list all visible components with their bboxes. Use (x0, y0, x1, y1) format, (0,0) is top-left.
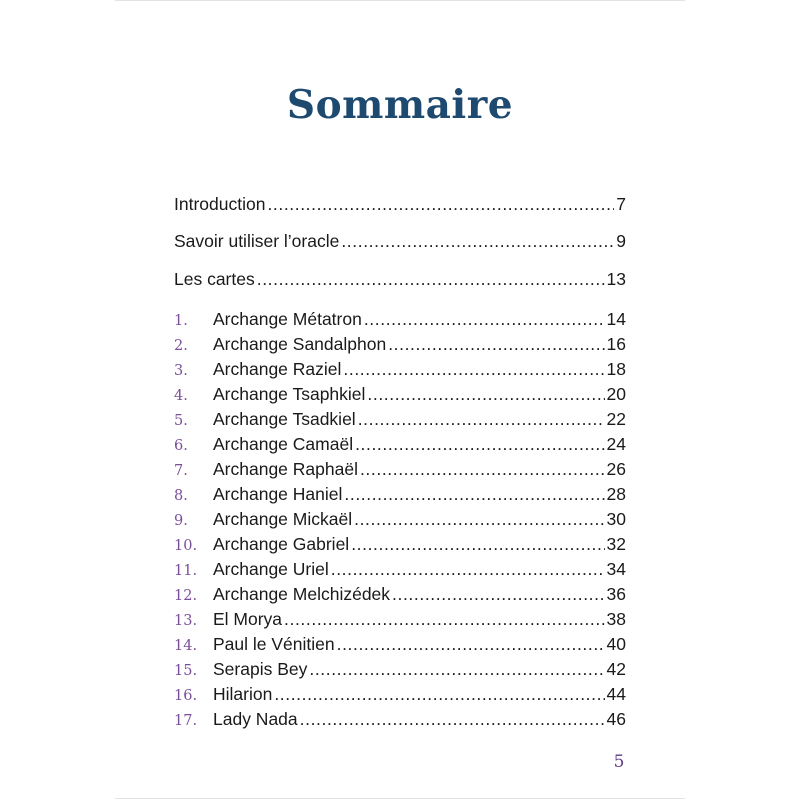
card-label: Paul le Vénitien (213, 634, 335, 654)
card-label: Archange Melchizédek (213, 584, 391, 604)
toc-card-entry[interactable] (174, 334, 626, 359)
card-page: 16 (606, 334, 626, 354)
card-label: Archange Tsadkiel (213, 409, 356, 429)
dot-leader (364, 309, 605, 330)
card-number: 13. (174, 613, 198, 629)
card-number: 14. (174, 638, 198, 654)
card-number: 6. (174, 438, 188, 454)
dot-leader (388, 334, 604, 355)
toc-card-entry[interactable] (174, 659, 626, 684)
toc-card-entry[interactable] (174, 384, 626, 409)
card-number: 9. (174, 513, 188, 529)
dot-leader (337, 634, 605, 655)
card-page: 38 (606, 609, 626, 629)
toc-card-entry[interactable] (174, 684, 626, 709)
card-label: Archange Métatron (213, 309, 362, 329)
card-page: 36 (606, 584, 626, 604)
dot-leader (331, 559, 605, 580)
card-number: 1. (174, 313, 188, 329)
dot-leader (274, 684, 604, 705)
card-label: Archange Camaël (213, 434, 354, 454)
toc-card-entry[interactable] (174, 309, 626, 334)
toc-card-entry[interactable] (174, 534, 626, 559)
card-number: 15. (174, 663, 198, 679)
toc-entry-label: Introduction (174, 194, 266, 214)
dot-leader (300, 709, 605, 730)
toc-entry-label: Savoir utiliser l’oracle (174, 231, 340, 251)
toc-entry-page: 7 (616, 194, 626, 214)
toc-entry-savoir-utiliser[interactable] (174, 231, 626, 256)
card-page: 22 (606, 409, 626, 429)
card-page: 26 (606, 459, 626, 479)
card-page: 24 (606, 434, 626, 454)
dot-leader (309, 659, 604, 680)
dot-leader (344, 484, 604, 505)
card-label: Archange Raziel (213, 359, 342, 379)
card-number: 2. (174, 338, 188, 354)
card-label: Archange Raphaël (213, 459, 358, 479)
card-number: 17. (174, 713, 198, 729)
card-label: Hilarion (213, 684, 273, 704)
card-page: 14 (606, 309, 626, 329)
card-number: 3. (174, 363, 188, 379)
toc-card-entry[interactable] (174, 709, 626, 734)
card-page: 20 (606, 384, 626, 404)
dot-leader (354, 509, 604, 530)
card-number: 10. (174, 538, 198, 554)
card-number: 4. (174, 388, 188, 404)
card-label: Archange Tsaphkiel (213, 384, 366, 404)
card-page: 30 (606, 509, 626, 529)
toc-card-entry[interactable] (174, 409, 626, 434)
dot-leader (257, 269, 605, 290)
card-label: Archange Gabriel (213, 534, 350, 554)
toc-card-entry[interactable] (174, 359, 626, 384)
card-page: 42 (606, 659, 626, 679)
dot-leader (343, 359, 604, 380)
dot-leader (351, 534, 604, 555)
card-page: 44 (606, 684, 626, 704)
toc-card-entry[interactable] (174, 484, 626, 509)
card-number: 11. (174, 563, 198, 579)
dot-leader (341, 231, 614, 252)
toc-entry-page: 9 (616, 231, 626, 251)
dot-leader (367, 384, 604, 405)
card-page: 32 (606, 534, 626, 554)
card-page: 18 (606, 359, 626, 379)
card-label: Serapis Bey (213, 659, 308, 679)
toc-card-entry[interactable] (174, 434, 626, 459)
page-edge-bottom (115, 798, 685, 799)
page-title: Sommaire (286, 82, 514, 128)
card-number: 7. (174, 463, 188, 479)
toc-card-entry[interactable] (174, 609, 626, 634)
card-number: 8. (174, 488, 188, 504)
toc-card-entry[interactable] (174, 459, 626, 484)
card-number: 5. (174, 413, 188, 429)
card-label: Archange Sandalphon (213, 334, 387, 354)
dot-leader (267, 194, 614, 215)
toc-entry-introduction[interactable] (174, 194, 626, 219)
card-label: Archange Haniel (213, 484, 343, 504)
dot-leader (392, 584, 604, 605)
card-number: 16. (174, 688, 198, 704)
card-page: 46 (606, 709, 626, 729)
card-label: Archange Uriel (213, 559, 329, 579)
card-number: 12. (174, 588, 198, 604)
card-page: 28 (606, 484, 626, 504)
toc-entry-les-cartes[interactable] (174, 269, 626, 294)
toc-card-entry[interactable] (174, 584, 626, 609)
dot-leader (360, 459, 605, 480)
card-page: 40 (606, 634, 626, 654)
toc-card-entry[interactable] (174, 634, 626, 659)
page-number: 5 (613, 752, 625, 772)
toc-entry-page: 13 (606, 269, 626, 289)
card-page: 34 (606, 559, 626, 579)
dot-leader (355, 434, 604, 455)
card-label: El Morya (213, 609, 283, 629)
toc-card-entry[interactable] (174, 559, 626, 584)
toc-card-entry[interactable] (174, 509, 626, 534)
toc-entry-label: Les cartes (174, 269, 255, 289)
card-label: Archange Mickaël (213, 509, 353, 529)
card-label: Lady Nada (213, 709, 298, 729)
dot-leader (358, 409, 605, 430)
dot-leader (284, 609, 604, 630)
